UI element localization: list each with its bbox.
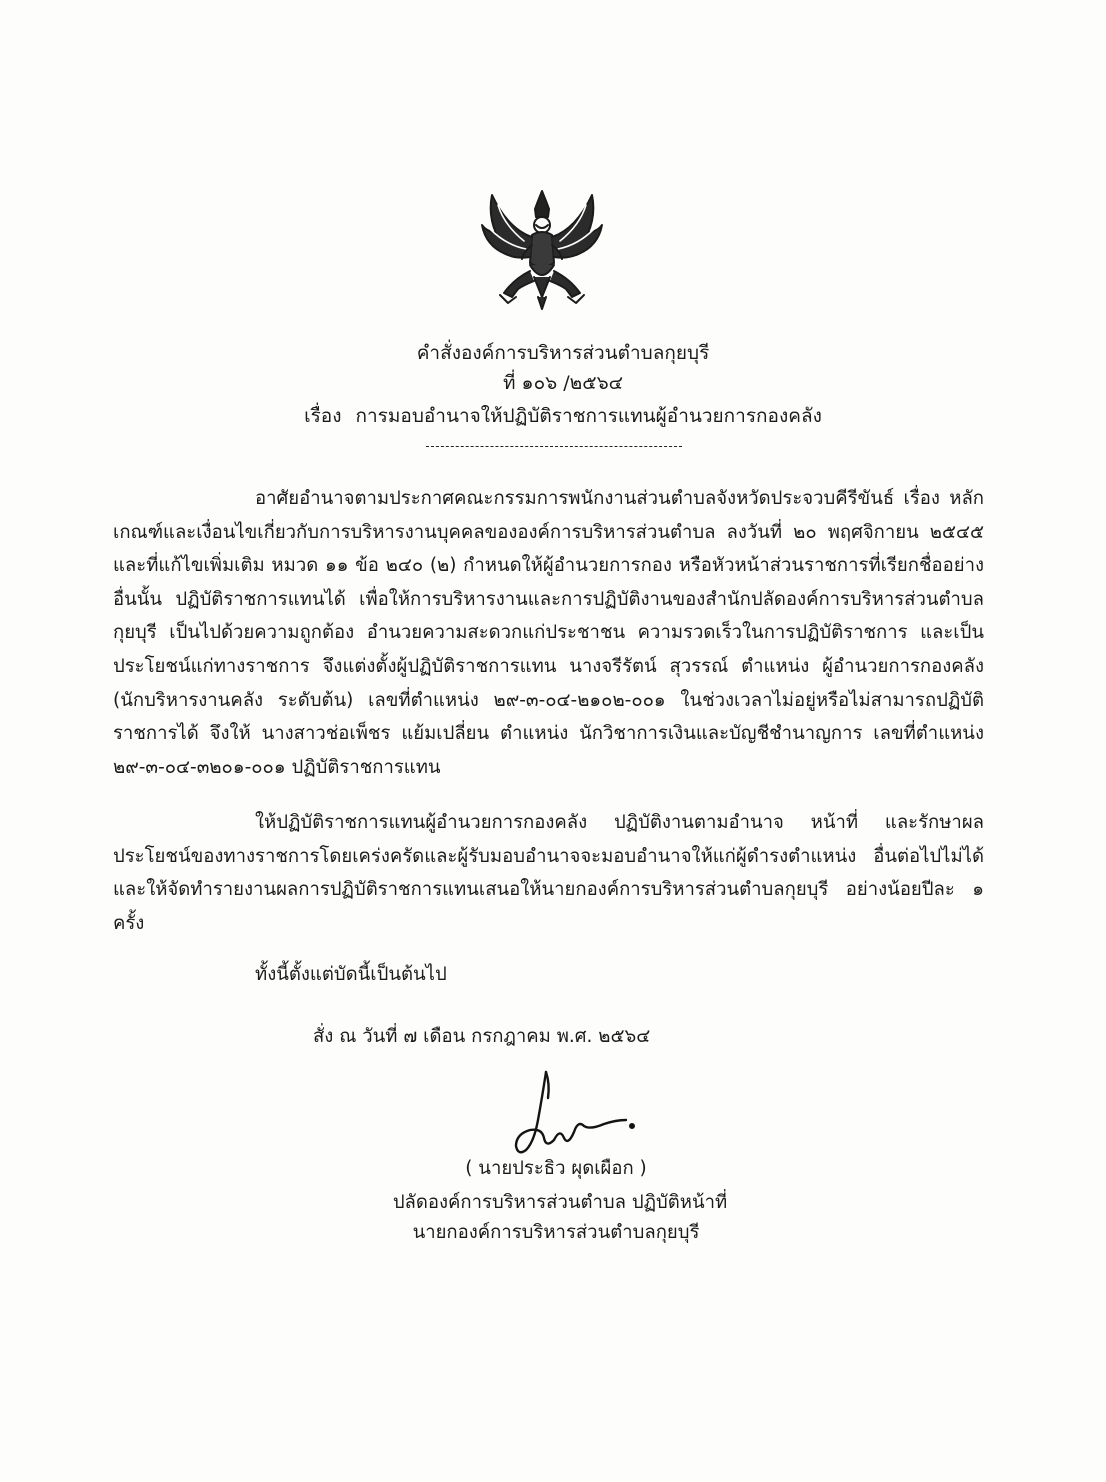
- ordered-date: สั่ง ณ วันที่ ๗ เดือน กรกฎาคม พ.ศ. ๒๕๖๔: [313, 1026, 651, 1047]
- subject-text: การมอบอำนาจให้ปฏิบัติราชการแทนผู้อำนวยการกองคลัง: [355, 405, 822, 427]
- body-paragraph-1: อาศัยอำนาจตามประกาศคณะกรรมการพนักงานส่วนตำบลจังหวัดประจวบคีรีขันธ์ เรื่อง หลักเกณฑ์และเงื่อนไขเกี่ยวกับการบริหารงานบุคคลขององค์การบริหารส่วนตำบล ลงวันที่ ๒๐ พฤศจิกายน ๒๕๔๕ และที่แก้ไขเพิ่มเติม หมวด ๑๑ ข้อ ๒๔๐ (๒) กำหนดให้ผู้อำนวยการกอง หรือหัวหน้าส่วนราชการที่เรียกชื่ออย่างอื่นนั้น ปฏิบัติราชการแทนได้ เพื่อให้การบริหารงานและการปฏิบัติงานของสำนักปลัดองค์การบริหารส่วนตำบลกุยบุรี เป็นไปด้วยความถูกต้อง อำนวยความสะดวกแก่ประชาชน ความรวดเร็วในการปฏิบัติราชการ และเป็นประโยชน์แก่ทางราชการ จึงแต่งตั้งผู้ปฏิบัติราชการแทน นางจรีรัตน์ สุวรรณ์ ตำแหน่ง ผู้อำนวยการกองคลัง (นักบริหารงานคลัง ระดับต้น) เลขที่ตำแหน่ง ๒๙-๓-๐๔-๒๑๐๒-๐๐๑ ในช่วงเวลาไม่อยู่หรือไม่สามารถปฏิบัติราชการได้ จึงให้ นางสาวช่อเพ็ชร แย้มเปลี่ยน ตำแหน่ง นักวิชาการเงินและบัญชีชำนาญการ เลขที่ตำแหน่ง ๒๙-๓-๐๔-๓๒๐๑-๐๐๑ ปฏิบัติราชการแทน: [113, 488, 984, 778]
- order-title: คำสั่งองค์การบริหารส่วนตำบลกุยบุรี: [416, 342, 710, 364]
- signatory-position-2: นายกองค์การบริหารส่วนตำบลกุยบุรี: [412, 1222, 700, 1243]
- signatory-name: ( นายประธิว ผุดเผือก ): [465, 1158, 647, 1179]
- order-subject: [10, 403, 1106, 429]
- signatory-position-1: ปลัดองค์การบริหารส่วนตำบล ปฏิบัติหน้าที่: [392, 1192, 728, 1213]
- signature-icon: [508, 1068, 648, 1160]
- subject-label: เรื่อง: [304, 405, 342, 427]
- body-paragraph-2: ให้ปฏิบัติราชการแทนผู้อำนวยการกองคลัง ปฏิบัติงานตามอำนาจ หน้าที่ และรักษาผลประโยชน์ของทางราชการโดยเคร่งครัดและผู้รับมอบอำนาจจะมอบอำนาจให้แก่ผู้ดำรงตำแหน่ง อื่นต่อไปไม่ได้ และให้จัดทำรายงานผลการปฏิบัติราชการแทนเสนอให้นายกองค์การบริหารส่วนตำบลกุยบุรี อย่างน้อยปีละ ๑ ครั้ง: [113, 812, 984, 934]
- order-number: ที่ ๑๐๖ /๒๕๖๔: [502, 372, 624, 394]
- effective-statement: ทั้งนี้ตั้งแต่บัดนี้เป็นต้นไป: [255, 964, 447, 985]
- header-divider: [426, 446, 682, 447]
- garuda-emblem-icon: [478, 185, 606, 315]
